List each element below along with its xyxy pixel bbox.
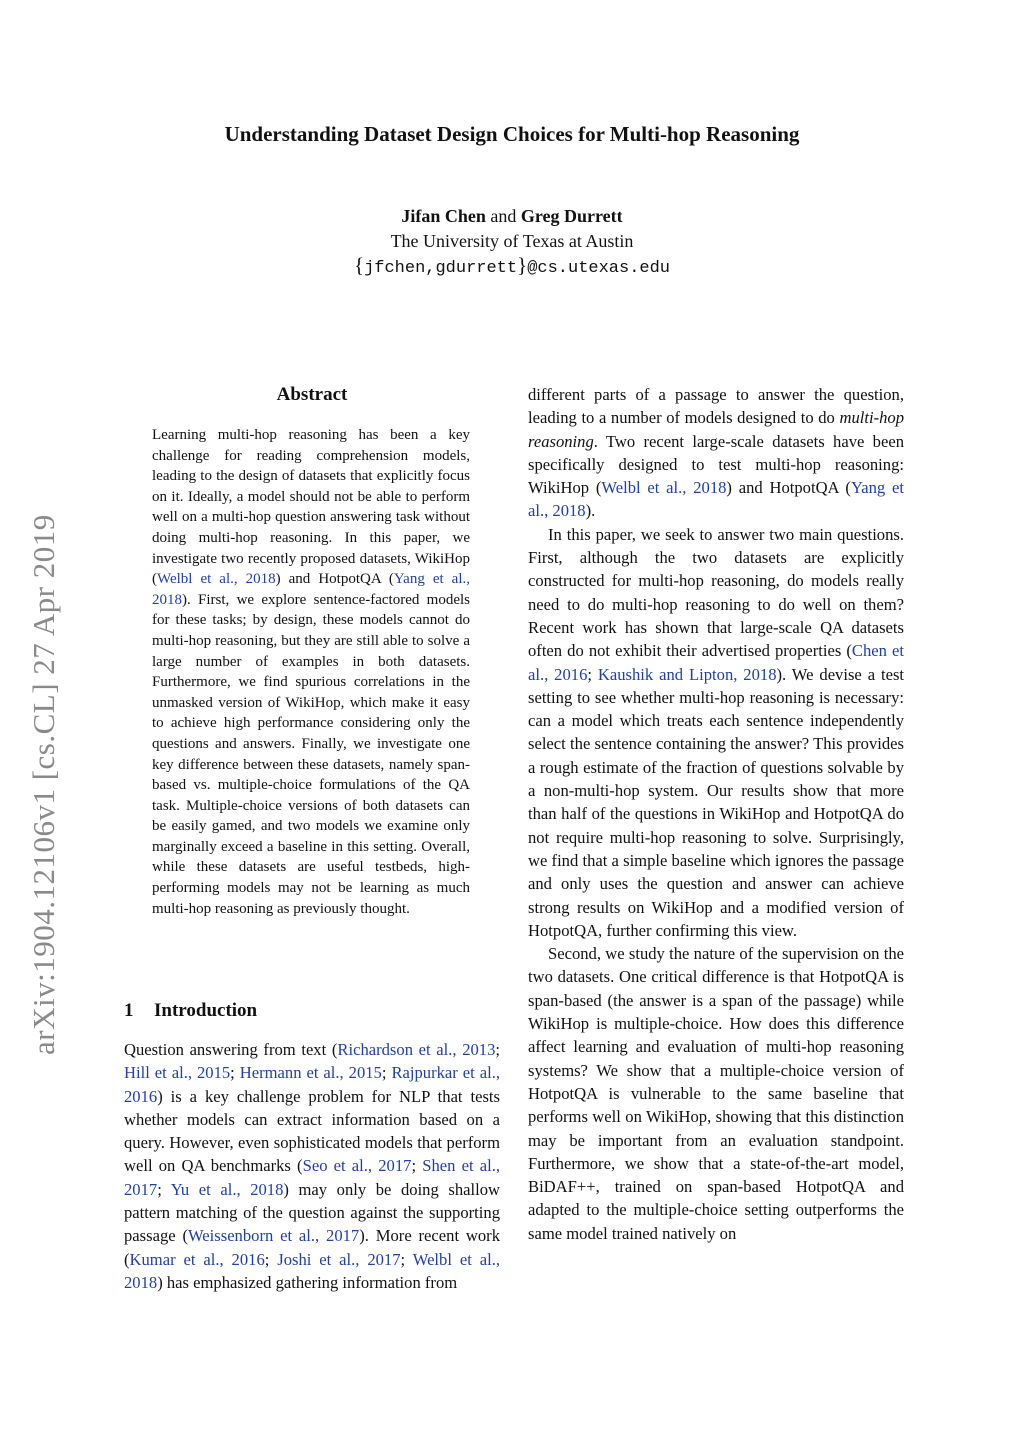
- citation-link[interactable]: Kaushik and Lipton, 2018: [597, 664, 777, 684]
- citation-link[interactable]: Seo et al., 2017: [302, 1156, 412, 1176]
- citation-link[interactable]: Welbl et al., 2018: [601, 478, 727, 498]
- body-text: ).: [585, 501, 596, 521]
- arxiv-identifier: arXiv:1904.12106v1 [cs.CL] 27 Apr 2019: [26, 514, 61, 1055]
- citation-link[interactable]: Yang et al., 2018: [528, 478, 904, 521]
- citation-link[interactable]: Yu et al., 2018: [170, 1179, 284, 1199]
- email-names: jfchen,gdurrett: [364, 259, 518, 278]
- body-text: ). We devise a test setting to see whether multi-hop reasoning is necessary: can a model which treats each sentence independently select the sentence containing the answer? This provides a rough estimate of the fraction of questions solvable by a non-multi-hop system. Our results show that more than half of the questions in WikiHop and HotpotQA do not require multi-hop reasoning to solve. Surprisingly, we find that a simple baseline which ignores the passage and only uses the question and answer can achieve strong results on WikiHop and a modified version of HotpotQA, further confirming this view.: [528, 664, 905, 940]
- abstract-body: [152, 425, 470, 919]
- author-name: Jifan Chen: [401, 206, 486, 226]
- citation-link[interactable]: Welbl et al., 2018: [124, 1249, 500, 1292]
- body-text: In this paper, we seek to answer two main questions. First, although the two datasets are explicitly constructed for multi-hop reasoning, do models really need to do multi-hop reasoning to do well on them? Recent work has shown that large-scale QA datasets often do not exhibit their advertised properties (: [528, 524, 904, 661]
- section-number: 1: [124, 1000, 134, 1021]
- body-text: ;: [400, 1249, 413, 1269]
- body-text: ). More recent work (: [124, 1226, 500, 1269]
- paper-title: Understanding Dataset Design Choices for Multi-hop Reasoning: [224, 122, 800, 146]
- affiliation: The University of Texas at Austin: [390, 231, 634, 251]
- body-text: ;: [230, 1063, 240, 1083]
- body-text: ;: [587, 664, 598, 684]
- author-name: Greg Durrett: [520, 206, 623, 226]
- body-text: ;: [264, 1249, 278, 1269]
- section-heading: [124, 999, 500, 1023]
- body-text: ;: [381, 1063, 392, 1083]
- citation-link[interactable]: Hermann et al., 2015: [239, 1063, 382, 1083]
- body-paragraph: [528, 383, 904, 523]
- body-text: Question answering from text (: [124, 1040, 338, 1059]
- section-title: Introduction: [154, 1000, 258, 1021]
- body-text: ;: [411, 1156, 423, 1176]
- author-separator: and: [490, 206, 517, 226]
- body-paragraph: Second, we study the nature of the supervision on the two datasets. One critical difference is that HotpotQA is span-based (the answer is a span of the passage) while WikiHop is multiple-choice. How does this difference affect learning and evaluation of multi-hop reasoning systems? We show that a multiple-choice version of HotpotQA is vulnerable to the same baseline that performs well on WikiHop, showing that this distinction may be important from an evaluation standpoint. Furthermore, we show that a state-of-the-art model, BiDAF++, trained on span-based HotpotQA and adapted to the multiple-choice setting outperforms the same model trained natively on: [528, 944, 904, 1243]
- author-emails: [0, 253, 1024, 281]
- body-text: different parts of a passage to answer the question, leading to a number of models designed to do: [528, 385, 904, 428]
- body-text: ;: [495, 1040, 501, 1059]
- citation-link[interactable]: Yang et al., 2018: [152, 571, 471, 608]
- right-column: [528, 383, 904, 1245]
- abstract-heading: Abstract: [276, 384, 348, 405]
- citation-link[interactable]: Weissenborn et al., 2017: [187, 1226, 360, 1246]
- body-text: ) may only be doing shallow pattern matching of the question against the supporting passage (: [124, 1179, 500, 1246]
- abstract-text: Learning multi-hop reasoning has been a key challenge for reading comprehension models, leading to the design of datasets that explicitly focus on it. Ideally, a model should not be able to perform well on a multi-hop question answering task without doing multi-hop reasoning. In this paper, we investigate two recently proposed datasets, WikiHop (: [152, 427, 470, 588]
- citation-link[interactable]: Chen et al., 2016: [528, 641, 904, 684]
- email-domain: @cs.utexas.edu: [527, 259, 671, 278]
- body-text: ) has emphasized gathering information from: [157, 1272, 458, 1292]
- citation-link[interactable]: Kumar et al., 2016: [129, 1249, 265, 1269]
- body-paragraph: [528, 523, 904, 942]
- body-text: ) and HotpotQA (: [726, 478, 851, 498]
- body-text: ) is a key challenge problem for NLP that tests whether models can extract information based on a query. However, even sophisticated models that perform well on QA benchmarks (: [124, 1086, 500, 1176]
- intro-paragraph: [124, 1038, 500, 1294]
- citation-link[interactable]: Rajpurkar et al., 2016: [124, 1063, 500, 1106]
- emphasis-text: multi-hop reasoning: [528, 408, 904, 451]
- citation-link[interactable]: Welbl et al., 2018: [157, 571, 276, 588]
- body-text: . Two recent large-scale datasets have been specifically designed to test multi-hop reasoning: WikiHop (: [528, 431, 904, 498]
- citation-link[interactable]: Shen et al., 2017: [124, 1156, 500, 1199]
- abstract-text: ) and HotpotQA (: [275, 571, 394, 588]
- body-text: ;: [157, 1179, 171, 1199]
- email-brace-open: {: [353, 253, 365, 277]
- citation-link[interactable]: Joshi et al., 2017: [277, 1249, 401, 1269]
- author-line: [0, 204, 1024, 228]
- abstract-text: ). First, we explore sentence-factored models for these tasks; by design, these models cannot do multi-hop reasoning, but they are still able to solve a large number of examples in both datasets. Furthermore, we find spurious correlations in the unmasked version of WikiHop, which make it easy to achieve high performance considering only the questions and answers. Finally, we investigate one key difference between these datasets, namely span-based vs. multiple-choice formulations of the QA task. Multiple-choice versions of both datasets can be easily gamed, and two models we examine only marginally exceed a baseline in this setting. Overall, while these datasets are useful testbeds, high-performing models may not be learning as much multi-hop reasoning as previously thought.: [152, 591, 470, 917]
- citation-link[interactable]: Richardson et al., 2013: [337, 1040, 496, 1059]
- email-brace-close: }: [517, 253, 528, 277]
- citation-link[interactable]: Hill et al., 2015: [124, 1063, 231, 1083]
